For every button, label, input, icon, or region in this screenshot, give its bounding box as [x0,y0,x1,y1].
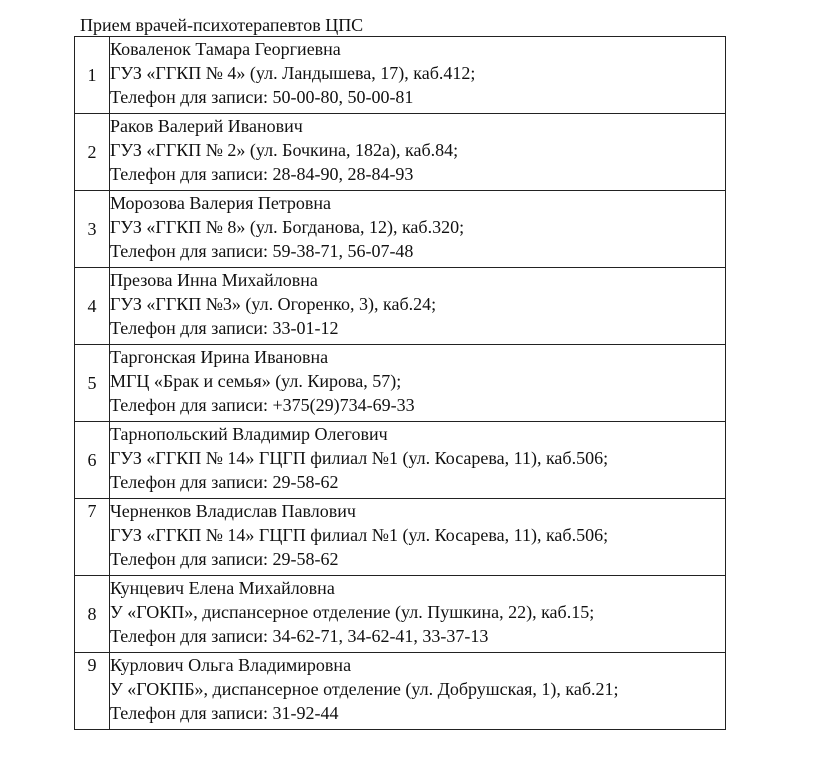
table-row [75,576,726,653]
doctors-table [74,36,726,730]
doctor-info [110,37,726,114]
clinic-address: У «ГОКП», диспансерное отделение (ул. Пушкина, 22), каб.15; [110,602,595,622]
clinic-address: ГУЗ «ГГКП № 2» (ул. Бочкина, 182а), каб.84; [110,140,459,160]
doctor-name: Черненков Владислав Павлович [110,501,356,521]
row-number: 4 [75,268,110,345]
doctor-info [110,653,726,730]
doctor-name: Таргонская Ирина Ивановна [110,347,329,367]
clinic-address: ГУЗ «ГГКП № 8» (ул. Богданова, 12), каб.320; [110,217,465,237]
doctor-info [110,345,726,422]
row-number: 3 [75,191,110,268]
row-number: 1 [75,37,110,114]
clinic-address: ГУЗ «ГГКП № 4» (ул. Ландышева, 17), каб.412; [110,63,476,83]
doctor-name: Коваленок Тамара Георгиевна [110,39,341,59]
phone-line: Телефон для записи: 34-62-71, 34-62-41, 33-37-13 [110,626,489,646]
phone-line: Телефон для записи: 29-58-62 [110,549,339,569]
clinic-address: МГЦ «Брак и семья» (ул. Кирова, 57); [110,371,402,391]
doctor-info [110,422,726,499]
table-row [75,37,726,114]
table-row [75,422,726,499]
clinic-address: ГУЗ «ГГКП № 14» ГЦГП филиал №1 (ул. Косарева, 11), каб.506; [110,448,609,468]
row-number: 9 [75,653,110,730]
doctor-info [110,191,726,268]
row-number: 2 [75,114,110,191]
clinic-address: ГУЗ «ГГКП №3» (ул. Огоренко, 3), каб.24; [110,294,437,314]
document-title: Прием врачей-психотерапевтов ЦПС [80,15,364,35]
doctor-name: Тарнопольский Владимир Олегович [110,424,388,444]
doctor-info [110,576,726,653]
phone-line: Телефон для записи: 29-58-62 [110,472,339,492]
doctor-info [110,268,726,345]
phone-line: Телефон для записи: 59-38-71, 56-07-48 [110,241,414,261]
doctor-name: Морозова Валерия Петровна [110,193,332,213]
phone-line: Телефон для записи: 33-01-12 [110,318,339,338]
doctor-info [110,499,726,576]
row-number: 5 [75,345,110,422]
phone-line: Телефон для записи: 50-00-80, 50-00-81 [110,87,414,107]
doctor-name: Курлович Ольга Владимировна [110,655,352,675]
table-row [75,114,726,191]
doctor-name: Раков Валерий Иванович [110,116,303,136]
table-row [75,268,726,345]
phone-line: Телефон для записи: +375(29)734-69-33 [110,395,415,415]
phone-line: Телефон для записи: 28-84-90, 28-84-93 [110,164,414,184]
phone-line: Телефон для записи: 31-92-44 [110,703,339,723]
row-number: 6 [75,422,110,499]
doctor-name: Презова Инна Михайловна [110,270,318,290]
clinic-address: ГУЗ «ГГКП № 14» ГЦГП филиал №1 (ул. Косарева, 11), каб.506; [110,525,609,545]
table-row [75,653,726,730]
doctor-name: Кунцевич Елена Михайловна [110,578,335,598]
table-row [75,345,726,422]
row-number: 8 [75,576,110,653]
table-row [75,499,726,576]
clinic-address: У «ГОКПБ», диспансерное отделение (ул. Добрушская, 1), каб.21; [110,679,619,699]
table-row [75,191,726,268]
row-number: 7 [75,499,110,576]
doctor-info [110,114,726,191]
